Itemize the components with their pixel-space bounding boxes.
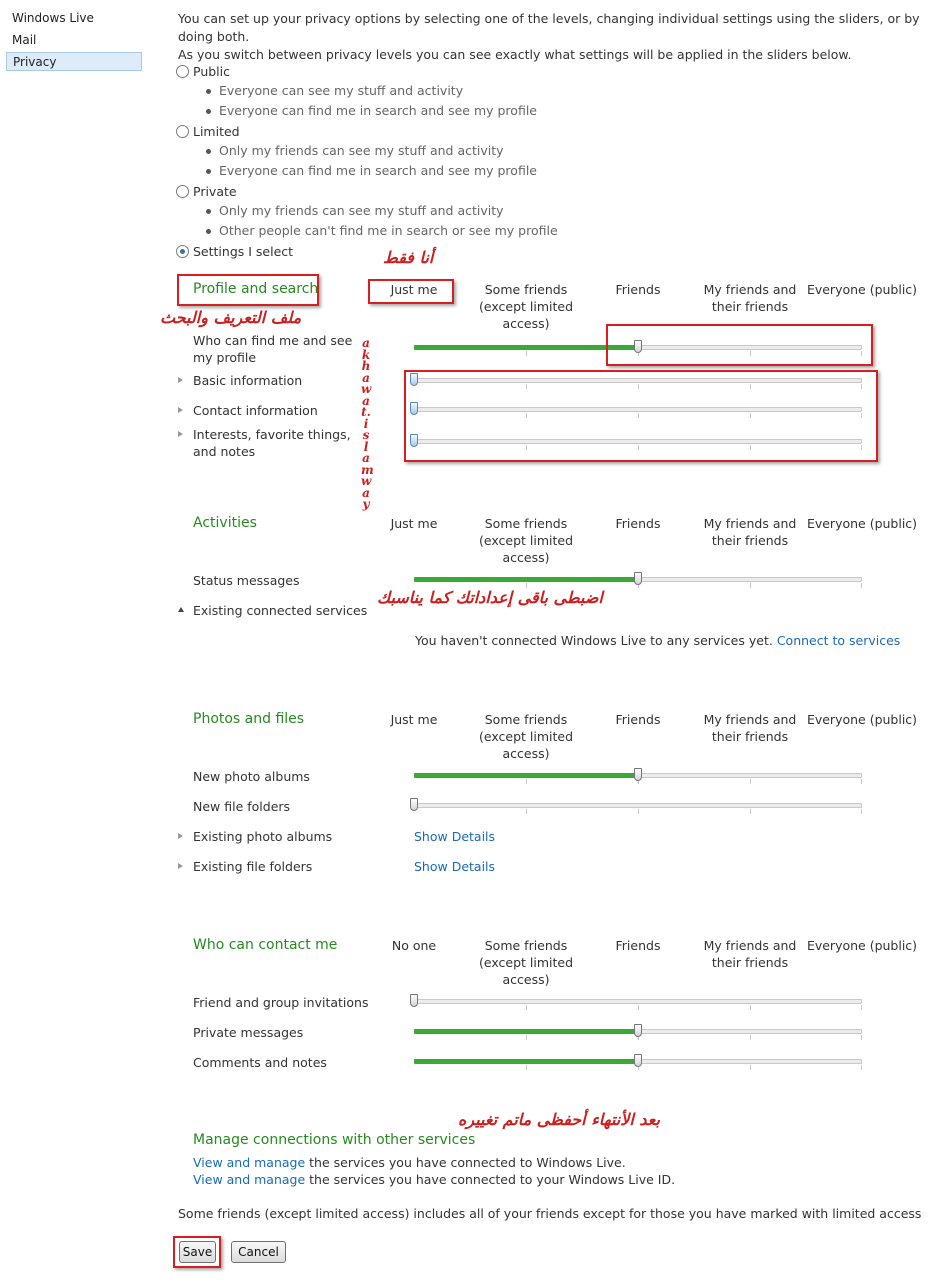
section-title-who-can-contact: Who can contact me	[193, 937, 338, 953]
connect-to-services-link[interactable]: Connect to services	[776, 633, 901, 648]
expand-icon[interactable]	[178, 833, 183, 839]
level-limited[interactable]	[176, 123, 240, 141]
watermark-vertical-text: akhawat.islamway	[361, 336, 374, 511]
row-label-comments-notes: Comments and notes	[193, 1055, 327, 1070]
col-some-friends: Some friends (except limited access)	[478, 712, 574, 761]
level-bullet: Everyone can see my stuff and activity	[219, 83, 464, 98]
level-label: Settings I select	[193, 244, 294, 259]
col-friends: Friends	[615, 282, 661, 297]
col-friends-of-friends: My friends and their friends	[703, 938, 797, 970]
slider-fill	[414, 1029, 638, 1034]
col-friends: Friends	[615, 516, 661, 531]
slider-track	[414, 999, 862, 1004]
slider-tick	[638, 809, 639, 814]
manage-row-text: the services you have connected to Windows Live.	[305, 1155, 626, 1170]
slider-tick	[638, 1005, 639, 1010]
row-label-new-photo-albums: New photo albums	[193, 769, 310, 784]
view-and-manage-link[interactable]: View and manage	[193, 1155, 306, 1170]
slider-thumb[interactable]	[634, 1054, 642, 1067]
level-public[interactable]	[176, 63, 230, 81]
section-title-activities: Activities	[193, 515, 257, 531]
row-label-invitations: Friend and group invitations	[193, 995, 369, 1010]
slider-fill	[414, 345, 638, 350]
expand-icon[interactable]	[178, 431, 183, 437]
col-friends-of-friends: My friends and their friends	[703, 516, 797, 548]
slider-tick	[750, 583, 751, 588]
slider-fill	[414, 1059, 638, 1064]
collapse-icon[interactable]	[178, 607, 184, 612]
highlight-profile-sliders	[404, 370, 878, 462]
view-and-manage-link[interactable]: View and manage	[193, 1172, 306, 1187]
radio-settings-i-select[interactable]	[176, 245, 189, 258]
slider-fill	[414, 577, 638, 582]
level-private[interactable]	[176, 183, 237, 201]
row-label-private-messages: Private messages	[193, 1025, 304, 1040]
col-everyone: Everyone (public)	[806, 282, 918, 297]
col-some-friends: Some friends (except limited access)	[478, 516, 574, 565]
level-label: Public	[193, 64, 230, 79]
level-label: Limited	[193, 124, 240, 139]
not-connected-message	[415, 632, 900, 649]
slider-thumb[interactable]	[634, 1024, 642, 1037]
col-no-one: No one	[391, 938, 437, 953]
intro-line-1: You can set up your privacy options by selecting one of the levels, changing individual settings using the sliders, or by doing both.	[178, 11, 920, 44]
expand-icon[interactable]	[178, 407, 183, 413]
slider-tick	[861, 583, 862, 588]
highlight-who-can-find-slider	[606, 324, 873, 366]
annotation-profile-search: ملف التعريف والبحث	[160, 308, 302, 327]
slider-thumb[interactable]	[634, 572, 642, 585]
nav-item-mail[interactable]: Mail	[12, 33, 37, 47]
slider-tick	[526, 779, 527, 784]
radio-public[interactable]	[176, 65, 189, 78]
highlight-just-me	[368, 279, 454, 304]
col-friends: Friends	[615, 712, 661, 727]
col-just-me: Just me	[390, 282, 438, 297]
level-bullet: Only my friends can see my stuff and activity	[219, 203, 504, 218]
manage-row-text: the services you have connected to your Windows Live ID.	[305, 1172, 676, 1187]
slider-tick	[526, 809, 527, 814]
nav-item-privacy[interactable]: Privacy	[6, 52, 142, 71]
col-some-friends: Some friends (except limited access)	[478, 282, 574, 331]
show-details-link[interactable]: Show Details	[414, 859, 496, 874]
slider-tick	[861, 1005, 862, 1010]
slider-comments-notes[interactable]	[414, 1056, 862, 1070]
expand-icon[interactable]	[178, 863, 183, 869]
cancel-button[interactable]: Cancel	[231, 1241, 286, 1263]
level-label: Private	[193, 184, 237, 199]
row-label-basic-info: Basic information	[193, 373, 303, 388]
slider-tick	[750, 1065, 751, 1070]
nav-item-windows-live[interactable]: Windows Live	[12, 11, 94, 25]
row-label-contact-info: Contact information	[193, 403, 318, 418]
manage-row	[193, 1171, 675, 1188]
show-details-link[interactable]: Show Details	[414, 829, 496, 844]
annotation-just-me: أنا فقط	[383, 248, 434, 267]
section-title-manage-connections: Manage connections with other services	[193, 1132, 476, 1148]
manage-row	[193, 1154, 626, 1171]
slider-tick	[750, 1035, 751, 1040]
row-label-status-messages: Status messages	[193, 573, 300, 588]
slider-thumb[interactable]	[410, 994, 418, 1007]
footnote: Some friends (except limited access) includes all of your friends except for those you have marked with limited access	[178, 1206, 922, 1221]
slider-private-messages[interactable]	[414, 1026, 862, 1040]
slider-tick	[526, 1035, 527, 1040]
row-label-new-file-folders: New file folders	[193, 799, 291, 814]
section-title-photos-files: Photos and files	[193, 711, 305, 727]
col-everyone: Everyone (public)	[806, 712, 918, 727]
annotation-adjust-rest: اضبطى باقى إعداداتك كما يناسبك	[377, 588, 603, 607]
slider-tick	[750, 1005, 751, 1010]
col-everyone: Everyone (public)	[806, 516, 918, 531]
annotation-after-finish: بعد الأنتهاء أحفظى ماتم تغييره	[458, 1110, 660, 1129]
slider-tick	[526, 1065, 527, 1070]
col-everyone: Everyone (public)	[806, 938, 918, 953]
col-just-me: Just me	[390, 516, 438, 531]
section-title-profile-search: Profile and search	[193, 281, 319, 297]
slider-status-messages[interactable]	[414, 574, 862, 588]
slider-tick	[861, 1035, 862, 1040]
intro-text	[178, 10, 943, 64]
slider-tick	[526, 351, 527, 356]
level-bullet: Everyone can find me in search and see my profile	[219, 163, 537, 178]
col-friends-of-friends: My friends and their friends	[703, 712, 797, 744]
col-just-me: Just me	[390, 712, 438, 727]
highlight-profile-search	[177, 274, 319, 306]
level-bullet: Only my friends can see my stuff and activity	[219, 143, 504, 158]
expand-icon[interactable]	[178, 377, 183, 383]
slider-tick	[861, 1065, 862, 1070]
slider-tick	[861, 809, 862, 814]
slider-new-file-folders[interactable]	[414, 800, 862, 814]
slider-fill	[414, 773, 638, 778]
col-friends: Friends	[615, 938, 661, 953]
not-connected-text: You haven't connected Windows Live to any services yet.	[415, 633, 773, 648]
slider-track	[414, 803, 862, 808]
col-some-friends: Some friends (except limited access)	[478, 938, 574, 987]
intro-line-2: As you switch between privacy levels you can see exactly what settings will be applied in the sliders below.	[178, 47, 852, 62]
level-bullet: Other people can't find me in search or see my profile	[219, 223, 558, 238]
slider-tick	[750, 779, 751, 784]
row-label-existing-file-folders: Existing file folders	[193, 859, 313, 874]
save-button[interactable]: Save	[179, 1241, 216, 1263]
slider-thumb[interactable]	[410, 798, 418, 811]
slider-tick	[861, 779, 862, 784]
slider-new-photo-albums[interactable]	[414, 770, 862, 784]
row-label-existing-services: Existing connected services	[193, 603, 368, 618]
radio-limited[interactable]	[176, 125, 189, 138]
radio-private[interactable]	[176, 185, 189, 198]
row-label-interests: Interests, favorite things, and notes	[193, 427, 351, 459]
slider-tick	[526, 1005, 527, 1010]
slider-tick	[750, 809, 751, 814]
level-settings-i-select[interactable]	[176, 243, 293, 261]
col-friends-of-friends: My friends and their friends	[703, 282, 797, 314]
slider-thumb[interactable]	[634, 768, 642, 781]
level-bullet: Everyone can find me in search and see my profile	[219, 103, 537, 118]
row-label-who-can-find: Who can find me and see my profile	[193, 333, 353, 365]
slider-invitations[interactable]	[414, 996, 862, 1010]
highlight-save-button	[173, 1236, 221, 1268]
row-label-existing-photo-albums: Existing photo albums	[193, 829, 333, 844]
